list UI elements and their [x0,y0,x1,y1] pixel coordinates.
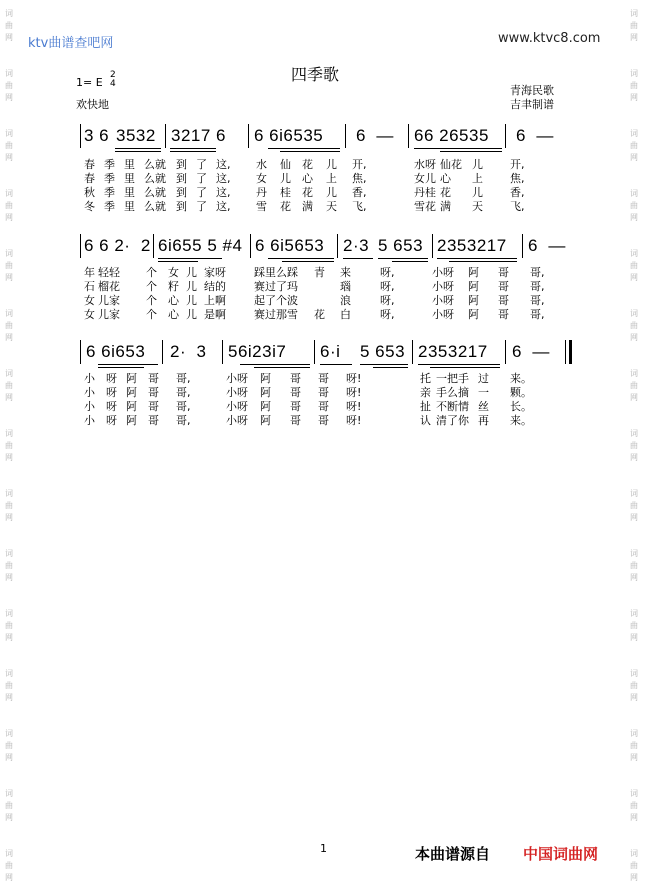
notes-measure: 6 — [512,342,550,361]
lyric-syllable: 家呀 [204,266,226,279]
lyric-syllable: 花 [302,158,313,171]
barline [432,234,433,258]
lyric-syllable: 青 [314,266,325,279]
watermark-glyph: 词 曲 网 [5,69,13,102]
watermark-glyph: 词 曲 网 [630,789,638,822]
watermark-glyph: 词 曲 网 [5,669,13,702]
lyric-syllable: 到 [176,200,187,213]
barline [80,340,81,364]
lyric-syllable: 哥, [176,386,191,399]
lyric-syllable: 仙 [280,158,291,171]
arranger-credit: 吉聿制谱 [510,98,554,111]
barline [80,234,81,258]
lyric-syllable: 小呀 [226,386,248,399]
time-signature-bottom: 4 [110,79,116,89]
beam-line [378,258,428,259]
watermark-glyph: 词 曲 网 [5,489,13,522]
watermark-glyph: 词 曲 网 [630,429,638,462]
key-signature: 1= E [76,76,103,89]
notes-measure: 6 6 2· 2 [84,236,151,255]
lyric-syllable: 白 [340,308,351,321]
lyric-syllable: 再 [478,414,489,427]
watermark-glyph: 词 曲 网 [630,729,638,762]
lyric-syllable: 这, [216,186,231,199]
lyric-syllable: 哥 [498,294,509,307]
lyric-syllable: 季 [104,200,115,213]
footer-source-label: 本曲谱源自 [415,845,491,863]
lyric-syllable: 阿 [126,400,137,413]
lyric-syllable: 香, [510,186,525,199]
lyric-syllable: 个 [146,266,157,279]
notes-measure: 2353217 [437,236,507,255]
lyric-syllable: 阿 [260,414,271,427]
lyric-syllable: 哥 [318,372,329,385]
lyric-syllable: 天 [472,200,483,213]
lyric-syllable: 花 [280,200,291,213]
lyric-syllable: 么就 [144,172,166,185]
beam-line [115,148,161,149]
lyric-syllable: 个 [146,294,157,307]
lyric-syllable: 哥 [290,372,301,385]
lyric-syllable: 哥, [176,400,191,413]
lyric-syllable: 来 [340,266,351,279]
lyric-syllable: 阿 [126,372,137,385]
right-watermark-column [627,0,641,891]
notes-measure: 2·3 [343,236,370,255]
beam-line [320,364,352,365]
notes-measure: 2353217 [418,342,488,361]
lyric-syllable: 小呀 [226,414,248,427]
lyric-syllable: 阿 [468,308,479,321]
lyric-syllable: 儿 [186,280,197,293]
lyric-syllable: 哥 [318,400,329,413]
lyric-syllable: 小 [84,372,95,385]
lyric-syllable: 么就 [144,158,166,171]
lyric-syllable: 里 [124,200,135,213]
lyric-syllable: 这, [216,200,231,213]
lyric-syllable: 女 [168,266,179,279]
notes-measure: 3532 [116,126,156,145]
lyric-syllable: 哥, [530,280,545,293]
lyric-syllable: 儿 [472,186,483,199]
lyric-syllable: 扯 [420,400,431,413]
beam-line [115,151,161,152]
song-origin: 青海民歌 [510,84,554,97]
lyric-syllable: 儿 [326,186,337,199]
watermark-glyph: 词 曲 网 [5,789,13,822]
time-signature-top: 2 [110,70,116,80]
barline [505,124,506,148]
lyric-syllable: 满 [302,200,313,213]
lyric-syllable: 呀, [380,266,395,279]
watermark-glyph: 词 曲 网 [630,849,638,882]
lyric-syllable: 季 [104,186,115,199]
lyric-syllable: 儿 [186,308,197,321]
lyric-syllable: 小呀 [226,372,248,385]
time-signature [110,71,116,89]
lyric-syllable: 哥 [148,386,159,399]
final-barline-thin [565,340,566,364]
lyric-syllable: 赛过那雪 [254,308,298,321]
watermark-glyph: 词 曲 网 [5,9,13,42]
notes-measure: 6i655 5 #4 [158,236,243,255]
notes-measure: 56i23i7 [228,342,287,361]
lyric-syllable: 季 [104,158,115,171]
lyric-syllable: 哥 [498,280,509,293]
lyric-syllable: 长。 [510,400,532,413]
lyric-syllable: 上啊 [204,294,226,307]
lyric-syllable: 儿 [472,158,483,171]
barline [162,340,163,364]
lyric-syllable: 呀! [346,414,362,427]
lyric-syllable: 开, [510,158,525,171]
lyric-syllable: 阿 [126,386,137,399]
beam-line [268,148,340,149]
lyric-syllable: 上 [472,172,483,185]
lyric-syllable: 年 [84,266,95,279]
watermark-glyph: 词 曲 网 [5,189,13,222]
lyric-syllable: 儿家 [98,294,120,307]
lyric-syllable: 春 [84,172,95,185]
barline [165,124,166,148]
lyric-syllable: 过 [478,372,489,385]
lyric-syllable: 阿 [260,400,271,413]
lyric-syllable: 呀 [106,386,117,399]
lyric-syllable: 小呀 [432,280,454,293]
lyric-syllable: 哥 [148,414,159,427]
beam-line [437,258,517,259]
lyric-syllable: 阿 [468,280,479,293]
lyric-syllable: 飞, [510,200,525,213]
notes-measure: 6 6i5653 [255,236,325,255]
notes-measure: 6 — [528,236,566,255]
lyric-syllable: 阿 [260,372,271,385]
lyric-syllable: 开, [352,158,367,171]
lyric-syllable: 来。 [510,414,532,427]
beam-line [392,261,428,262]
barline [153,234,154,258]
lyric-syllable: 哥, [530,294,545,307]
beam-line [373,367,408,368]
lyric-syllable: 丹 [256,186,267,199]
song-title: 四季歌 [291,65,340,84]
watermark-glyph: 词 曲 网 [5,549,13,582]
final-barline-thick [569,340,572,364]
barline [337,234,338,258]
watermark-glyph: 词 曲 网 [630,249,638,282]
tempo-marking: 欢快地 [76,98,109,111]
lyric-syllable: 飞, [352,200,367,213]
lyric-syllable: 心 [440,172,451,185]
lyric-syllable: 赛过了玛 [254,280,298,293]
watermark-glyph: 词 曲 网 [630,609,638,642]
lyric-syllable: 满 [440,200,451,213]
lyric-syllable: 这, [216,158,231,171]
notes-measure: 6·i [320,342,341,361]
beam-line [240,364,310,365]
lyric-syllable: 一 [478,386,489,399]
notes-measure: 6 6i653 [86,342,146,361]
lyric-syllable: 到 [176,186,187,199]
barline [408,124,409,148]
lyric-syllable: 哥 [290,414,301,427]
beam-line [170,148,216,149]
lyric-syllable: 儿 [186,294,197,307]
lyric-syllable: 秋 [84,186,95,199]
lyric-syllable: 儿 [280,172,291,185]
lyric-syllable: 阿 [468,294,479,307]
lyric-syllable: 阿 [126,414,137,427]
lyric-syllable: 认 [420,414,431,427]
watermark-glyph: 词 曲 网 [630,489,638,522]
lyric-syllable: 哥, [176,372,191,385]
watermark-glyph: 词 曲 网 [5,729,13,762]
barline [522,234,523,258]
lyric-syllable: 呀 [106,372,117,385]
lyric-syllable: 女 [84,308,95,321]
lyric-syllable: 亲 [420,386,431,399]
lyric-syllable: 天 [326,200,337,213]
barline [80,124,81,148]
lyric-syllable: 呀! [346,400,362,413]
lyric-syllable: 这, [216,172,231,185]
lyric-syllable: 籽 [168,280,179,293]
watermark-glyph: 词 曲 网 [5,369,13,402]
notes-measure: 3 6 [84,126,110,145]
lyric-syllable: 了 [196,186,207,199]
lyric-syllable: 瑙 [340,280,351,293]
watermark-glyph: 词 曲 网 [5,609,13,642]
watermark-glyph: 词 曲 网 [630,669,638,702]
lyric-syllable: 女儿 [414,172,436,185]
beam-line [430,367,500,368]
lyric-syllable: 托 [420,372,431,385]
lyric-syllable: 春 [84,158,95,171]
lyric-syllable: 里 [124,172,135,185]
lyric-syllable: 来。 [510,372,532,385]
lyric-syllable: 了 [196,172,207,185]
lyric-syllable: 儿家 [98,308,120,321]
lyric-syllable: 呀, [380,294,395,307]
lyric-syllable: 榴花 [98,280,120,293]
beam-line [158,258,222,259]
lyric-syllable: 儿 [186,266,197,279]
lyric-syllable: 到 [176,172,187,185]
footer-site-link[interactable]: 中国词曲网 [523,845,599,863]
lyric-syllable: 小呀 [226,400,248,413]
lyric-syllable: 儿 [326,158,337,171]
beam-line [449,261,517,262]
lyric-syllable: 呀 [106,400,117,413]
lyric-syllable: 小呀 [432,266,454,279]
lyric-syllable: 焦, [510,172,525,185]
lyric-syllable: 花 [302,186,313,199]
lyric-syllable: 雪 [256,200,267,213]
lyric-syllable: 呀 [106,414,117,427]
lyric-syllable: 上 [326,172,337,185]
lyric-syllable: 小 [84,386,95,399]
notes-measure: 6 6i6535 [254,126,324,145]
notes-measure: 3217 6 [171,126,226,145]
lyric-syllable: 水 [256,158,267,171]
lyric-syllable: 心 [168,294,179,307]
watermark-glyph: 词 曲 网 [630,9,638,42]
barline [314,340,315,364]
lyric-syllable: 踩里么踩 [254,266,298,279]
lyric-syllable: 里 [124,158,135,171]
barline [250,234,251,258]
barline [222,340,223,364]
watermark-glyph: 词 曲 网 [630,189,638,222]
watermark-glyph: 词 曲 网 [630,369,638,402]
lyric-syllable: 呀, [380,308,395,321]
lyric-syllable: 么就 [144,186,166,199]
beam-line [98,367,144,368]
lyric-syllable: 水呀 [414,158,436,171]
lyric-syllable: 是啊 [204,308,226,321]
watermark-glyph: 词 曲 网 [5,129,13,162]
lyric-syllable: 个 [146,308,157,321]
lyric-syllable: 花 [440,186,451,199]
lyric-syllable: 阿 [260,386,271,399]
lyric-syllable: 起了个波 [254,294,298,307]
lyric-syllable: 季 [104,172,115,185]
lyric-syllable: 结的 [204,280,226,293]
lyric-syllable: 呀! [346,386,362,399]
site-header-right: www.ktvc8.com [498,31,601,46]
beam-line [98,364,158,365]
barline [248,124,249,148]
lyric-syllable: 香, [352,186,367,199]
watermark-glyph: 词 曲 网 [630,309,638,342]
notes-measure: 6 — [356,126,394,145]
barline [505,340,506,364]
beam-line [282,261,334,262]
lyric-syllable: 清了你 [436,414,469,427]
notes-measure: 6 — [516,126,554,145]
beam-line [170,151,216,152]
lyric-syllable: 焦, [352,172,367,185]
beam-line [360,364,408,365]
lyric-syllable: 丹桂 [414,186,436,199]
lyric-syllable: 轻轻 [98,266,120,279]
lyric-syllable: 女 [256,172,267,185]
watermark-glyph: 词 曲 网 [630,69,638,102]
beam-line [158,261,198,262]
lyric-syllable: 心 [302,172,313,185]
lyric-syllable: 哥, [530,308,545,321]
watermark-glyph: 词 曲 网 [5,429,13,462]
page-number: 1 [320,842,327,855]
lyric-syllable: 到 [176,158,187,171]
barline [345,124,346,148]
lyric-syllable: 了 [196,158,207,171]
lyric-syllable: 一把手 [436,372,469,385]
lyric-syllable: 小呀 [432,294,454,307]
beam-line [418,364,500,365]
lyric-syllable: 浪 [340,294,351,307]
lyric-syllable: 哥 [148,400,159,413]
lyric-syllable: 颗。 [510,386,532,399]
lyric-syllable: 阿 [468,266,479,279]
watermark-glyph: 词 曲 网 [630,549,638,582]
lyric-syllable: 仙花 [440,158,462,171]
left-watermark-column [2,0,16,891]
lyric-syllable: 丝 [478,400,489,413]
lyric-syllable: 哥, [176,414,191,427]
beam-line [414,148,502,149]
notes-measure: 66 26535 [414,126,489,145]
lyric-syllable: 哥 [318,386,329,399]
watermark-glyph: 词 曲 网 [5,849,13,882]
lyric-syllable: 不断情 [436,400,469,413]
lyric-syllable: 了 [196,200,207,213]
barline [412,340,413,364]
lyric-syllable: 么就 [144,200,166,213]
lyric-syllable: 哥 [498,266,509,279]
lyric-syllable: 哥 [148,372,159,385]
lyric-syllable: 花 [314,308,325,321]
lyric-syllable: 小 [84,400,95,413]
lyric-syllable: 里 [124,186,135,199]
lyric-syllable: 呀, [380,280,395,293]
notes-measure: 5 653 [360,342,406,361]
lyric-syllable: 哥 [318,414,329,427]
lyric-syllable: 雪花 [414,200,436,213]
notes-measure: 2· 3 [170,342,207,361]
notes-measure: 5 653 [378,236,424,255]
lyric-syllable: 小 [84,414,95,427]
site-header-left: ktv曲谱查吧网 [28,36,114,51]
lyric-syllable: 心 [168,308,179,321]
lyric-syllable: 哥 [290,386,301,399]
lyric-syllable: 小呀 [432,308,454,321]
lyric-syllable: 哥 [290,400,301,413]
beam-line [440,151,502,152]
lyric-syllable: 呀! [346,372,362,385]
watermark-glyph: 词 曲 网 [5,309,13,342]
watermark-glyph: 词 曲 网 [5,249,13,282]
lyric-syllable: 哥 [498,308,509,321]
lyric-syllable: 桂 [280,186,291,199]
beam-line [254,367,310,368]
lyric-syllable: 哥, [530,266,545,279]
lyric-syllable: 冬 [84,200,95,213]
beam-line [343,258,373,259]
lyric-syllable: 手么摘 [436,386,469,399]
beam-line [268,258,334,259]
lyric-syllable: 石 [84,280,95,293]
lyric-syllable: 女 [84,294,95,307]
watermark-glyph: 词 曲 网 [630,129,638,162]
lyric-syllable: 个 [146,280,157,293]
beam-line [280,151,340,152]
